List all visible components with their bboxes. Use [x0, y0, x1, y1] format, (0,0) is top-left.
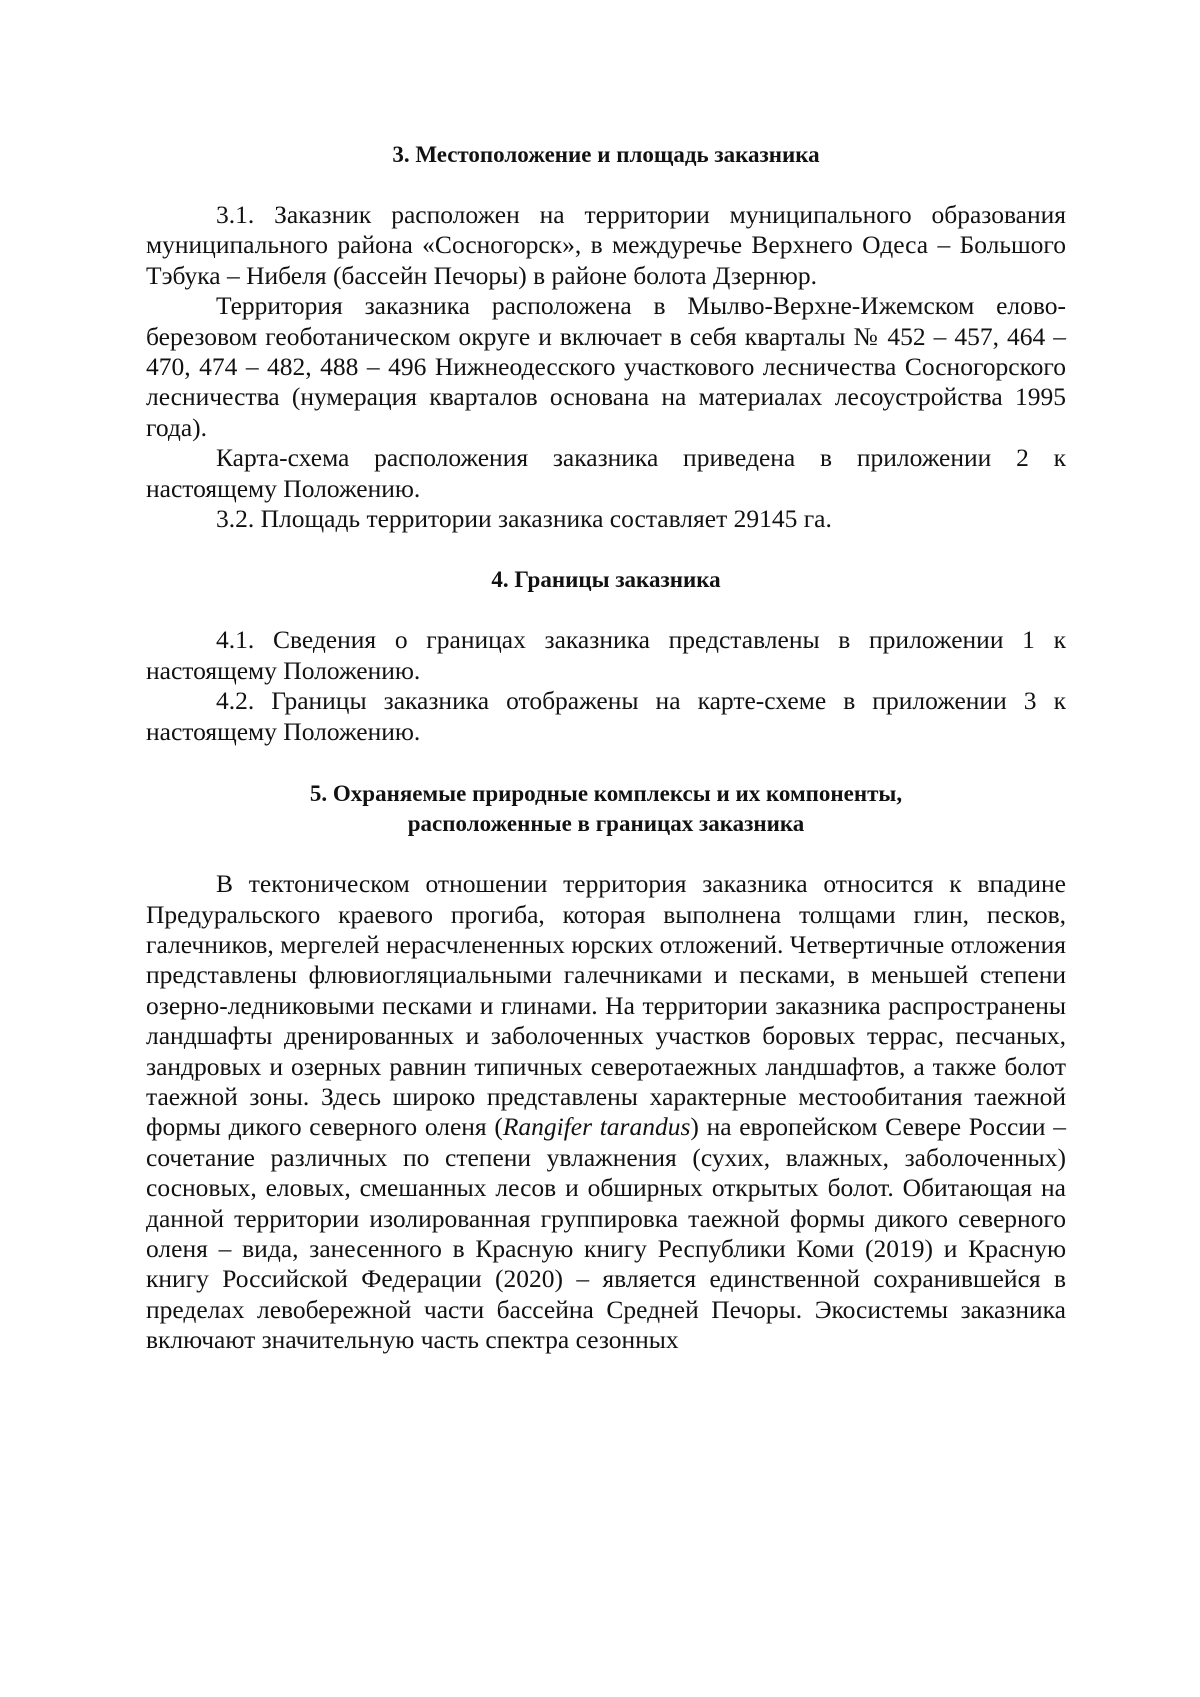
section-3	[146, 140, 1066, 534]
paragraph-3-1-map: Карта-схема расположения заказника приведена в приложении 2 к настоящему Положению.	[146, 443, 1066, 503]
species-latin-name: Rangifer tarandus	[502, 1112, 691, 1142]
paragraph-5-1-text-b: ) на европейском Севере России – сочетание различных по степени увлажнения (сухих, влажных, заболоченных) сосновых, еловых, смешанных лесов и обширных открытых болот. Обитающая на данной территории изолированная группировка таежной формы дикого северного оленя – вида, занесенного в Красную книгу Республики Коми (2019) и Красную книгу Российской Федерации (2020) – является единственной сохранившейся в пределах левобережной части бассейна Средней Печоры. Экосистемы заказника включают значительную часть спектра сезонных	[146, 1112, 1066, 1355]
paragraph-4-1: 4.1. Сведения о границах заказника представлены в приложении 1 к настоящему Положению.	[146, 625, 1066, 685]
paragraph-5-1	[146, 869, 1066, 1356]
paragraph-3-1-territory: Территория заказника расположена в Мылво-Верхне-Ижемском елово-березовом геоботаническом округе и включает в себя кварталы № 452 – 457, 464 – 470, 474 – 482, 488 – 496 Нижнеодесского участкового лесничества Сосногорского лесничества (нумерация кварталов основана на материалах лесоустройства 1995 года).	[146, 291, 1066, 442]
paragraph-5-1-text-a: В тектоническом отношении территория заказника относится к впадине Предуральского краевого прогиба, которая выполнена толщами глин, песков, галечников, мергелей нерасчлененных юрских отложений. Четвертичные отложения представлены флювиогляциальными галечниками и песками, в меньшей степени озерно-ледниковыми песками и глинами. На территории заказника распространены ландшафты дренированных и заболоченных участков боровых террас, песчаных, зандровых и озерных равнин типичных северотаежных ландшафтов, а также болот таежной зоны. Здесь широко представлены характерные местообитания таежной формы дикого северного оленя (	[146, 869, 1066, 1142]
section-3-heading: 3. Местоположение и площадь заказника	[392, 142, 820, 167]
section-5-heading-line-2: расположенные в границах заказника	[407, 811, 805, 837]
section-5	[146, 779, 1066, 1356]
section-5-heading	[146, 779, 1066, 839]
paragraph-4-2: 4.2. Границы заказника отображены на карте-схеме в приложении 3 к настоящему Положению.	[146, 686, 1066, 746]
section-4-heading: 4. Границы заказника	[491, 567, 721, 593]
paragraph-3-1: 3.1. Заказник расположен на территории муниципального образования муниципального района «Сосногорск», в междуречье Верхнего Одеса – Большого Тэбука – Нибеля (бассейн Печоры) в районе болота Дзернюр.	[146, 200, 1066, 290]
paragraph-3-2: 3.2. Площадь территории заказника составляет 29145 га.	[216, 504, 832, 534]
section-4	[146, 565, 1066, 747]
section-5-heading-line-1: 5. Охраняемые природные комплексы и их компоненты,	[309, 781, 903, 807]
